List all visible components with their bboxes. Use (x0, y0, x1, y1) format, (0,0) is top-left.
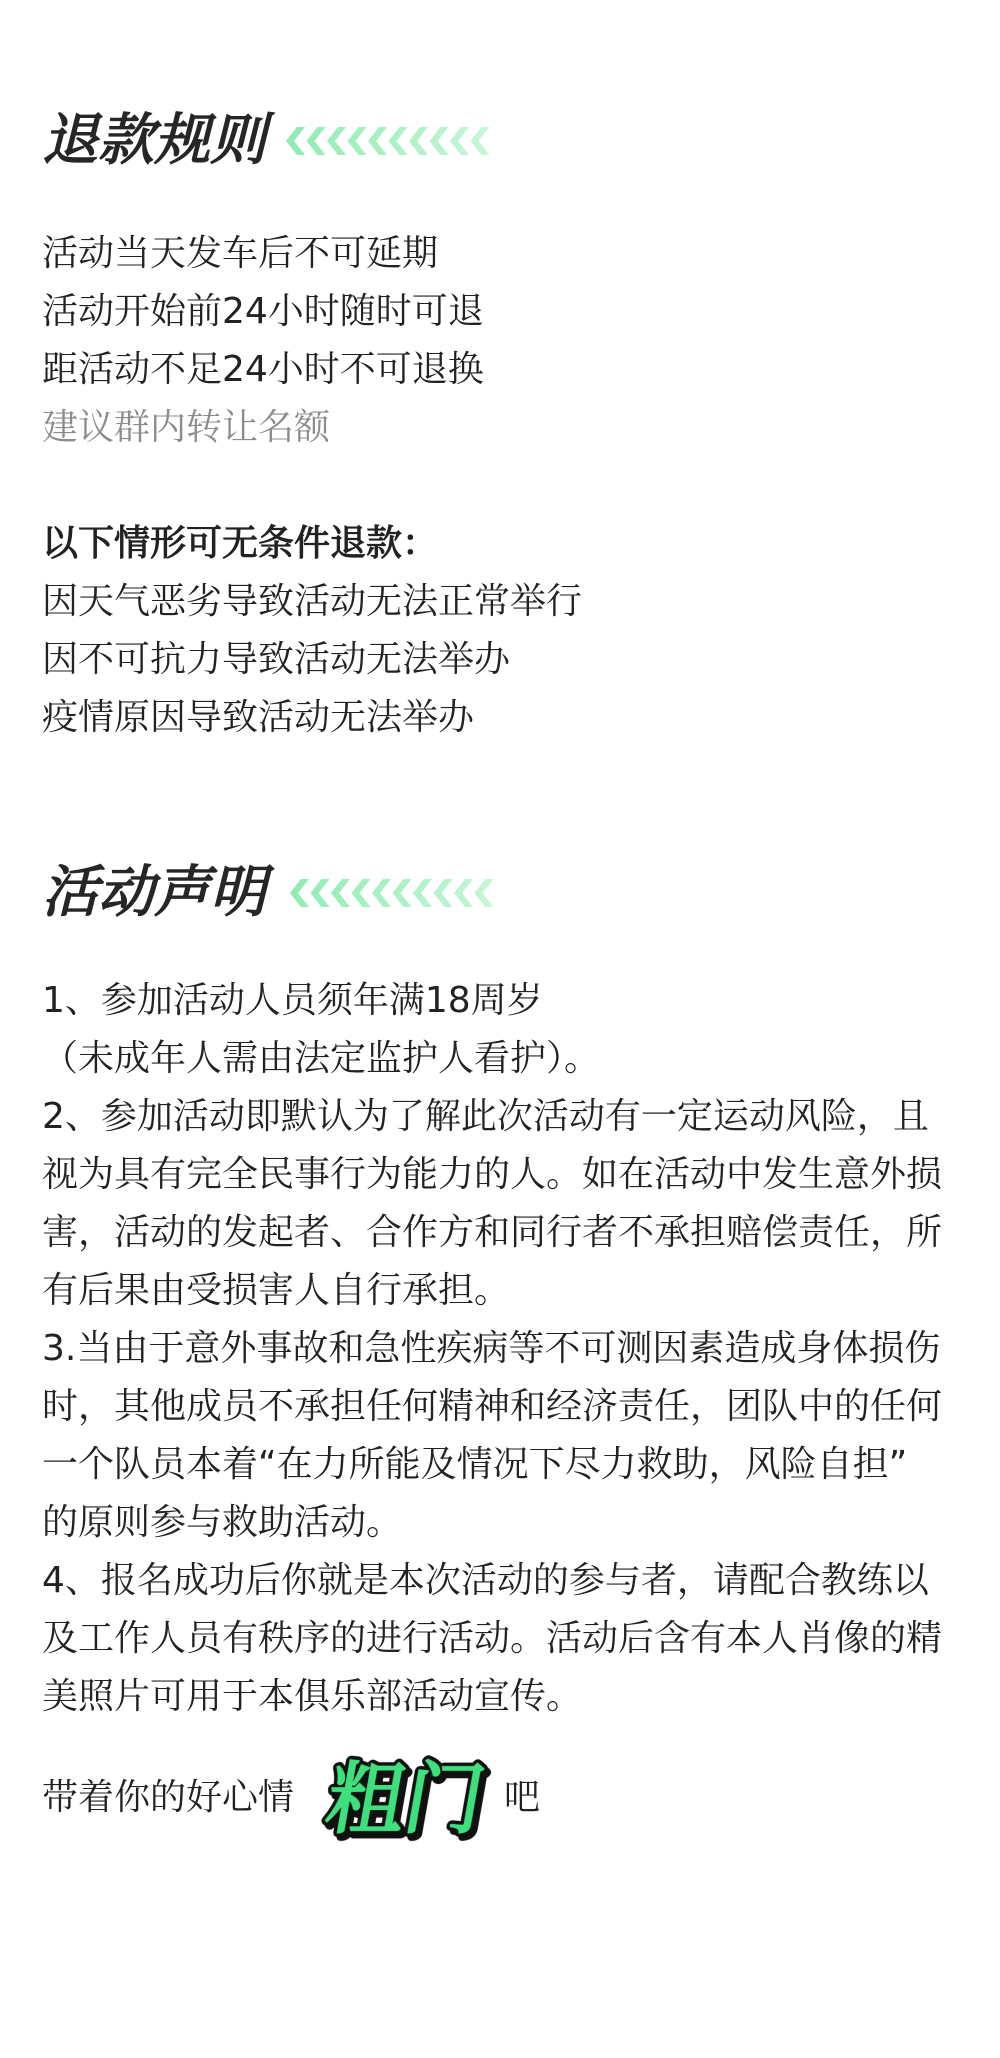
chevron-left-icon (311, 879, 330, 907)
statement-line: 1、参加活动人员须年满18周岁 (42, 980, 543, 1021)
refund-title: 退款规则 (42, 108, 266, 173)
chevron-left-icon (450, 127, 469, 155)
unconditional-refund-heading: 以下情形可无条件退款： (42, 523, 439, 564)
statement-line: 一个队员本着“在力所能及情况下尽力救助，风险自担” (42, 1444, 908, 1485)
chevron-left-icon (307, 127, 326, 155)
chevron-left-icon (454, 879, 473, 907)
chevron-left-icon (372, 879, 391, 907)
statement-item (42, 1552, 942, 1726)
brand-logo (318, 1752, 498, 1844)
unconditional-refund-item: 疫情原因导致活动无法举办 (42, 697, 475, 738)
closing-prefix: 带着你的好心情 (42, 1777, 295, 1818)
unconditional-refund (42, 515, 582, 747)
chevron-left-icon (368, 127, 387, 155)
chevron-left-icon (475, 879, 494, 907)
closing-suffix: 吧 (504, 1777, 541, 1818)
chevron-left-icon (331, 879, 350, 907)
chevron-left-icon (389, 127, 408, 155)
statement-line: 的原则参与救助活动。 (42, 1502, 403, 1543)
unconditional-refund-item: 因天气恶劣导致活动无法正常举行 (42, 581, 583, 622)
statement-line: 视为具有完全民事行为能力的人。如在活动中发生意外损 (42, 1154, 943, 1195)
statement-line: 有后果由受损害人自行承担。 (42, 1270, 511, 1311)
statement-line: （未成年人需由法定监护人看护）。 (42, 1038, 601, 1079)
statement-line: 美照片可用于本俱乐部活动宣传。 (42, 1676, 583, 1717)
brand-logo-text: 粗门 (319, 1753, 492, 1845)
statement-line: 3.当由于意外事故和急性疾病等不可测因素造成身体损伤 (42, 1328, 941, 1369)
statement-title: 活动声明 (42, 860, 266, 925)
refund-rule: 活动当天发车后不可延期 (42, 233, 439, 274)
refund-rule: 距活动不足24小时不可退换 (42, 349, 484, 390)
refund-title-chevrons (284, 124, 499, 158)
chevron-left-icon (434, 879, 453, 907)
chevron-left-icon (393, 879, 412, 907)
statement-body (42, 972, 942, 1726)
chevron-left-icon (471, 127, 490, 155)
statement-item (42, 1320, 942, 1552)
statement-title-chevrons (288, 876, 503, 910)
chevron-left-icon (286, 127, 305, 155)
closing-line (42, 1752, 540, 1844)
chevron-left-icon (290, 879, 309, 907)
statement-line: 2、参加活动即默认为了解此次活动有一定运动风险，且 (42, 1096, 929, 1137)
statement-item (42, 972, 942, 1088)
statement-line: 时，其他成员不承担任何精神和经济责任，团队中的任何 (42, 1386, 943, 1427)
chevron-left-icon (409, 127, 428, 155)
statement-line: 4、报名成功后你就是本次活动的参与者，请配合教练以 (42, 1560, 929, 1601)
chevron-left-icon (430, 127, 449, 155)
refund-note: 建议群内转让名额 (42, 407, 331, 448)
statement-line: 及工作人员有秩序的进行活动。活动后含有本人肖像的精 (42, 1618, 943, 1659)
chevron-left-icon (348, 127, 367, 155)
statement-line: 害，活动的发起者、合作方和同行者不承担赔偿责任，所 (42, 1212, 943, 1253)
chevron-left-icon (327, 127, 346, 155)
chevron-left-icon (352, 879, 371, 907)
refund-rules (42, 225, 484, 457)
statement-item (42, 1088, 942, 1320)
unconditional-refund-item: 因不可抗力导致活动无法举办 (42, 639, 511, 680)
chevron-left-icon (413, 879, 432, 907)
refund-rule: 活动开始前24小时随时可退 (42, 291, 484, 332)
